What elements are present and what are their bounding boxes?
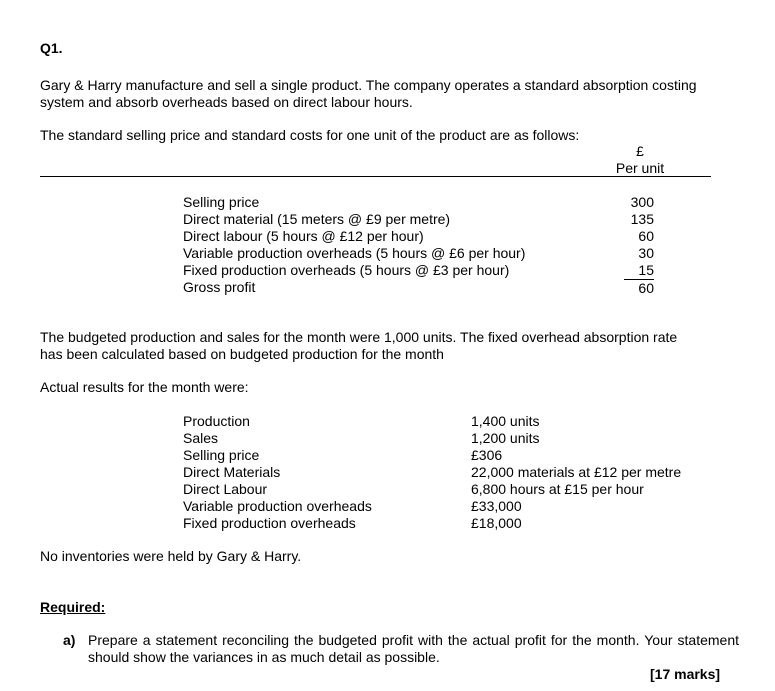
cost-value: 135: [630, 211, 654, 227]
actual-result-labels: [183, 413, 372, 532]
budget-line-2: has been calculated based on budgeted production for the month: [40, 346, 444, 362]
actual-label: Fixed production overheads: [183, 515, 356, 531]
per-unit-label: Per unit: [615, 160, 665, 176]
intro-paragraph: [40, 77, 697, 111]
part-a: [63, 632, 739, 666]
actual-value: 1,200 units: [471, 430, 540, 446]
cost-value-total: 60: [638, 280, 654, 296]
standard-cost-labels: [183, 194, 525, 296]
actual-value: £33,000: [471, 498, 522, 514]
required-heading: Required:: [40, 599, 106, 615]
cost-label: Selling price: [183, 194, 260, 210]
actual-label: Production: [183, 413, 250, 429]
part-a-text: Prepare a statement reconciling the budgeted profit with the actual profit for the month. Your statement should show the variances in as much detail as possible.: [88, 632, 739, 665]
column-header: [612, 143, 668, 177]
cost-value: 30: [638, 245, 654, 261]
cost-label: Fixed production overheads (5 hours @ £3 per hour): [183, 262, 510, 278]
intro-line-2: system and absorb overheads based on direct labour hours.: [40, 94, 413, 110]
actual-label: Direct Labour: [183, 481, 268, 497]
actual-value: 6,800 hours at £15 per hour: [471, 481, 644, 497]
question-number: Q1.: [40, 40, 63, 56]
cost-value: 300: [630, 194, 654, 210]
cost-label: Gross profit: [183, 279, 256, 295]
actual-value: 1,400 units: [471, 413, 540, 429]
marks-label: [17 marks]: [650, 666, 721, 682]
currency-symbol: £: [636, 143, 644, 159]
budget-paragraph: [40, 329, 677, 363]
cost-label: Direct material (15 meters @ £9 per metre): [183, 211, 451, 227]
actual-value: 22,000 materials at £12 per metre: [471, 464, 682, 480]
actual-label: Variable production overheads: [183, 498, 372, 514]
actual-result-values: [471, 413, 681, 532]
actual-intro: Actual results for the month were:: [40, 379, 249, 395]
actual-label: Direct Materials: [183, 464, 281, 480]
actual-value: £18,000: [471, 515, 522, 531]
actual-value: £306: [471, 447, 503, 463]
inventory-note: No inventories were held by Gary & Harry.: [40, 548, 302, 564]
intro-line-1: Gary & Harry manufacture and sell a single product. The company operates a standard absorption costing: [40, 77, 697, 93]
actual-label: Selling price: [183, 447, 260, 463]
header-rule: [40, 176, 711, 177]
budget-line-1: The budgeted production and sales for the month were 1,000 units. The fixed overhead absorption rate: [40, 329, 678, 345]
standard-intro: The standard selling price and standard costs for one unit of the product are as follows:: [40, 127, 580, 143]
cost-label: Variable production overheads (5 hours @ £6 per hour): [183, 245, 526, 261]
part-a-label: a): [63, 632, 76, 648]
cost-value: 60: [638, 228, 654, 244]
actual-label: Sales: [183, 430, 219, 446]
standard-cost-values: [620, 194, 654, 297]
cost-label: Direct labour (5 hours @ £12 per hour): [183, 228, 424, 244]
cost-value-subtotal: [620, 262, 654, 280]
subtotal-underline: 15: [624, 262, 654, 280]
